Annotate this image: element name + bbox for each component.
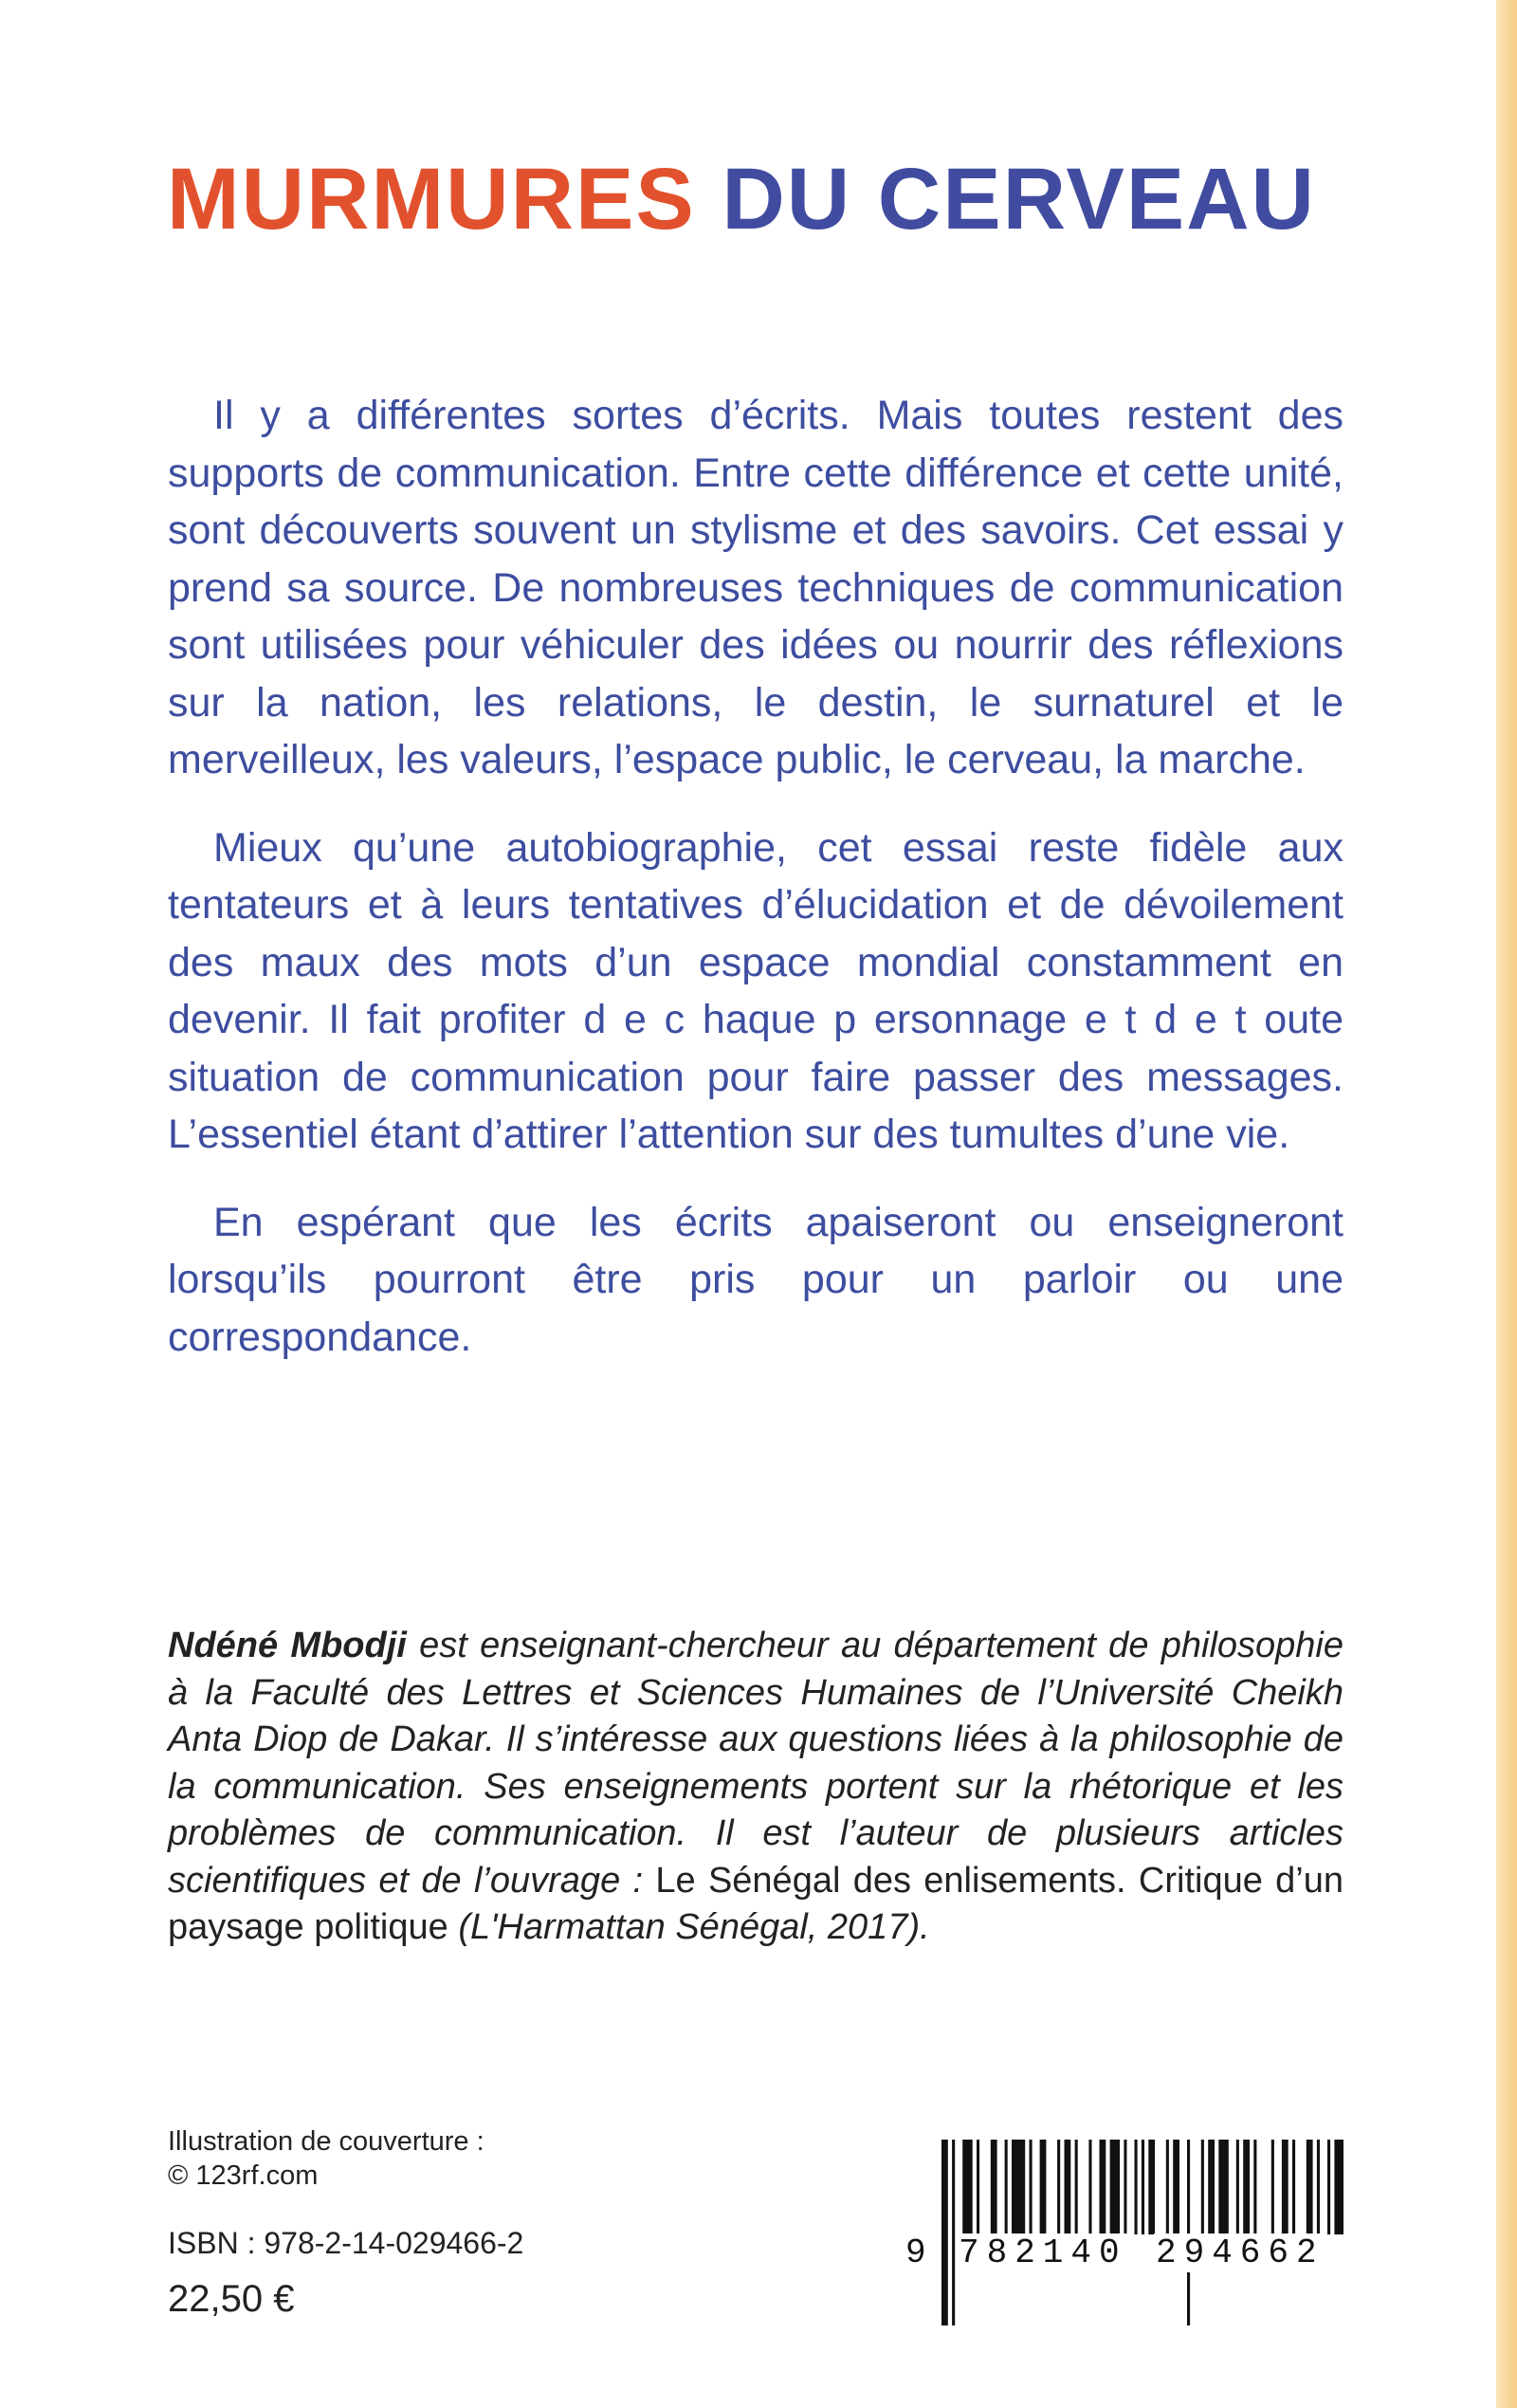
barcode-digits — [905, 2233, 1343, 2277]
barcode-bar — [1135, 2140, 1138, 2234]
barcode-first-digit: 9 — [905, 2233, 926, 2272]
spine-edge-strip — [1496, 0, 1517, 2408]
barcode-right-digits: 294662 — [1156, 2233, 1325, 2272]
barcode-bar — [941, 2140, 948, 2325]
barcode-bar — [1173, 2140, 1179, 2234]
barcode-bar — [1271, 2140, 1274, 2234]
barcode-bar — [1218, 2140, 1229, 2234]
author-bio-text: est enseignant-chercheur au département de philosophie à la Faculté des Lettres et Sciences Humaines de l’Université Cheikh Anta Diop de Dakar. Il s’intéresse aux questions liées à la philosophie de la communication. Ses enseignements portent sur la rhétorique et les problèmes de communication. Il est l’auteur de plusieurs articles scientifiques et de l’ouvrage : — [168, 1626, 1344, 1901]
barcode-bar — [1148, 2140, 1155, 2234]
isbn-text: ISBN : 978-2-14-029466-2 — [168, 2226, 524, 2260]
barcode-bar — [1110, 2140, 1121, 2234]
referenced-book-publisher: (L'Harmattan Sénégal, 2017). — [448, 1907, 930, 1947]
barcode-bar — [1088, 2140, 1091, 2234]
back-cover-blurb — [168, 387, 1343, 1396]
blurb-paragraph-3: En espérant que les écrits apaiseront ou enseigneront lorsqu’ils pourront être pris pour un parloir ou une correspondance. — [168, 1199, 1343, 1360]
barcode-left-digits: 782140 — [959, 2233, 1127, 2272]
illustration-credits — [168, 2124, 484, 2193]
illustration-credit-label: Illustration de couverture : — [168, 2126, 484, 2157]
barcode-bar — [1057, 2140, 1060, 2234]
barcode-bar — [1065, 2140, 1071, 2234]
barcode-bar — [1236, 2140, 1239, 2234]
blurb-paragraph-1: Il y a différentes sortes d’écrits. Mais toutes restent des supports de communication. Entre cette différence et cette unité, sont découverts souvent un stylisme et des savoirs. Cet essai y prend sa source. De nombreuses techniques de communication sont utilisées pour véhiculer des idées ou nourrir des réflexions sur la nation, les relations, le destin, le surnaturel et le merveilleux, les valeurs, l’espace public, le cerveau, la marche. — [168, 393, 1343, 782]
barcode-bar — [1243, 2140, 1250, 2234]
book-title-part2: DU CERVEAU — [722, 151, 1316, 248]
price-text: 22,50 € — [168, 2278, 295, 2320]
barcode-bar — [1327, 2140, 1330, 2234]
barcode-bar — [1166, 2140, 1169, 2234]
barcode-bar — [1030, 2140, 1033, 2234]
barcode-bar — [1040, 2140, 1047, 2234]
barcode-bar — [1142, 2140, 1144, 2234]
barcode-bar — [1334, 2140, 1343, 2234]
barcode-bar — [1100, 2140, 1106, 2234]
barcode-bar — [1005, 2140, 1008, 2234]
illustration-credit-source: © 123rf.com — [168, 2160, 319, 2191]
barcode-bar — [1253, 2140, 1256, 2234]
author-name: Ndéné Mbodji — [168, 1626, 407, 1665]
blurb-paragraph-2: Mieux qu’une autobiographie, cet essai reste fidèle aux tentateurs et à leurs tentatives d’élucidation et de dévoilement des maux des mots d’un espace mondial constamment en devenir. Il fait profiter d e c haque p ersonnage e t d e t oute situation de communication pour faire passer des messages. L’essentiel étant d’attirer l’attention sur des tumultes d’une vie. — [168, 824, 1343, 1157]
barcode-bar — [1124, 2140, 1126, 2234]
barcode-bar — [977, 2140, 979, 2234]
barcode-bar — [962, 2140, 972, 2234]
barcode-bar — [1307, 2140, 1313, 2234]
barcode-bar — [1317, 2140, 1320, 2234]
referenced-book-title: Le Sénégal des enlisements. Critique d’un paysage politique — [168, 1860, 1344, 1947]
barcode-bar — [991, 2140, 997, 2234]
barcode-bar — [1187, 2140, 1190, 2325]
barcode-bar — [1012, 2140, 1025, 2234]
author-bio — [168, 1623, 1343, 1952]
barcode-bar — [1282, 2140, 1289, 2234]
book-title-part1: MURMURES — [167, 151, 696, 248]
ean-barcode — [905, 2140, 1343, 2325]
book-title — [167, 152, 1316, 247]
barcode-bar — [952, 2140, 955, 2325]
barcode-bar — [1208, 2140, 1215, 2234]
barcode-bar — [1201, 2140, 1204, 2234]
barcode-bar — [1075, 2140, 1078, 2234]
barcode-bar — [1292, 2140, 1295, 2234]
